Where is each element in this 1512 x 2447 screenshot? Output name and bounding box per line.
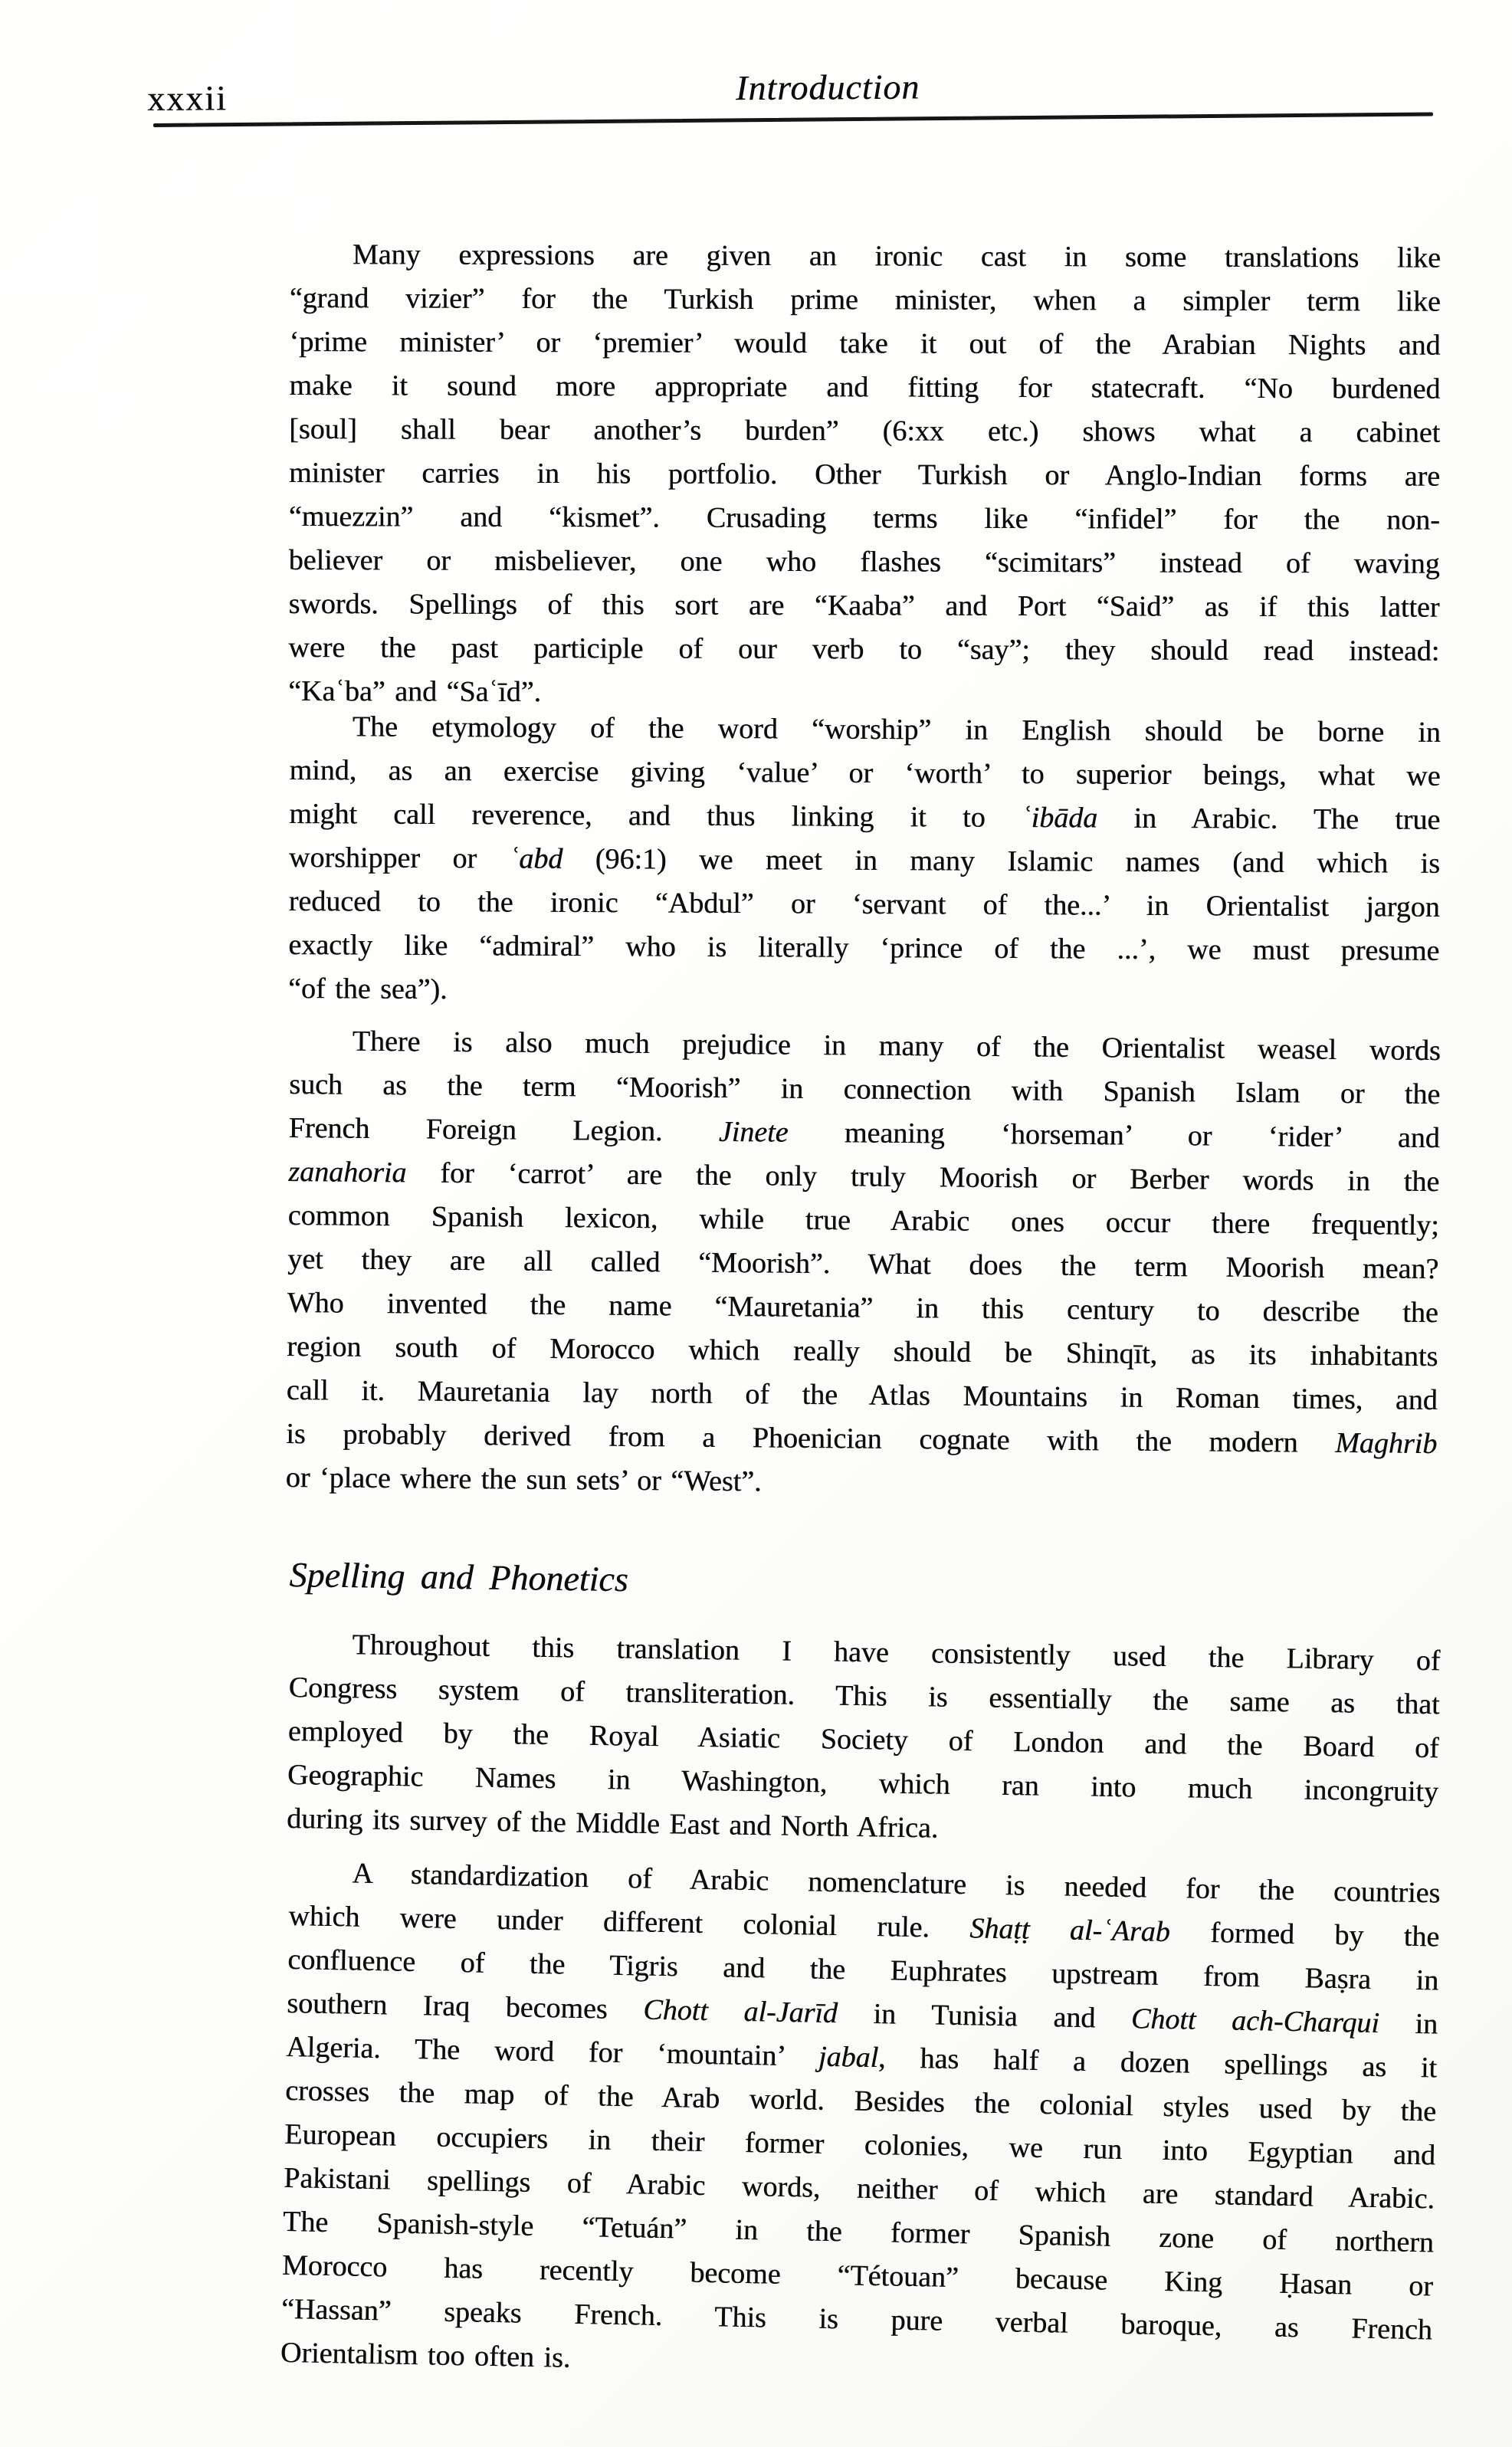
text-line: ‘prime minister’ or ‘premier’ would take it out of the Arabian Nights and (289, 325, 1441, 362)
italic-term: Chott al-Jarīd (642, 1993, 838, 2030)
text-line: yet they are all called “Moorish”. What does the term Moorish mean? (287, 1242, 1439, 1286)
italic-term: ʿibāda (1021, 802, 1098, 835)
italic-term: jabal (818, 2040, 879, 2075)
body-paragraph (286, 1019, 1441, 1510)
text-line: were the past participle of our verb to “say”; they should read instead: (288, 631, 1440, 668)
page-number: xxxii (147, 78, 228, 118)
text-line: “of the sea”). (287, 972, 448, 1006)
text-line: The Spanish-style “Tetuán” in the former Spanish zone of northern (282, 2205, 1435, 2259)
text-line: swords. Spellings of this sort are “Kaaba” and Port “Said” as if this latter (288, 587, 1440, 624)
section-heading: Spelling and Phonetics (289, 1554, 629, 1599)
italic-term: Jinete (718, 1115, 789, 1149)
text-line: French Foreign Legion. Jinete meaning ‘horseman’ or ‘rider’ and (288, 1111, 1440, 1155)
text-line: Morocco has recently become “Tétouan” because King Ḥasan or (281, 2249, 1434, 2303)
text-line: region south of Morocco which really should be Shinqīt, as its inhabitants (287, 1330, 1438, 1373)
text-line: [soul] shall bear another’s burden” (6:xx etc.) shows what a cabinet (289, 412, 1441, 449)
text-line: “grand vizier” for the Turkish prime minister, when a simpler term like (289, 281, 1441, 318)
italic-term: Shaṭṭ al-ʿArab (969, 1912, 1171, 1949)
text-line: Many expressions are given an ironic cast in some translations like (352, 238, 1441, 274)
text-line: Pakistani spellings of Arabic words, neither of which are standard Arabic. (283, 2161, 1435, 2216)
text-line: A standardization of Arabic nomenclature is needed for the countries (352, 1857, 1441, 1910)
text-line: The etymology of the word “worship” in English should be borne in (352, 710, 1441, 749)
body-paragraph (287, 1622, 1441, 1858)
text-line: common Spanish lexicon, while true Arabic ones occur there frequently; (287, 1199, 1439, 1242)
text-line: Throughout this translation I have consistently used the Library of (352, 1629, 1441, 1678)
text-line: “Kaʿba” and “Saʿīd”. (288, 674, 542, 709)
text-line: might call reverence, and thus linking it to ʿibāda in Arabic. The true (289, 797, 1441, 836)
italic-term: ʿabd (509, 842, 563, 875)
text-line: or ‘place where the sun sets’ or “West”. (285, 1461, 762, 1498)
body-paragraph (288, 705, 1441, 1017)
text-line: Congress system of transliteration. This is essentially the same as that (288, 1671, 1440, 1721)
text-line: minister carries in his portfolio. Other Turkish or Anglo-Indian forms are (288, 456, 1441, 493)
italic-term: Maghrib (1335, 1426, 1438, 1461)
text-line: is probably derived from a Phoenician cognate with the modern Maghrib (286, 1417, 1438, 1461)
text-line: There is also much prejudice in many of the Orientalist weasel words (352, 1025, 1441, 1068)
text-line: Geographic Names in Washington, which ran into much incongruity (287, 1758, 1439, 1809)
italic-term: Chott ach-Charqui (1130, 2003, 1380, 2040)
text-line: Who invented the name “Mauretania” in this century to describe the (287, 1286, 1438, 1330)
body-paragraph (288, 233, 1441, 717)
text-line: believer or misbeliever, one who flashes “scimitars” instead of waving (288, 543, 1440, 580)
text-line: call it. Mauretania lay north of the Atlas Mountains in Roman times, and (286, 1373, 1438, 1417)
text-line: zanahoria for ‘carrot’ are the only truly Moorish or Berber words in the (288, 1155, 1440, 1199)
running-title: Introduction (735, 67, 920, 108)
text-line: Algeria. The word for ‘mountain’ jabal, has half a dozen spellings as it (285, 2030, 1438, 2085)
header-rule (153, 112, 1433, 127)
text-line: during its survey of the Middle East and North Africa. (286, 1802, 939, 1845)
text-line: which were under different colonial rule. Shaṭṭ al-ʿArab formed by the (288, 1899, 1440, 1953)
text-line: “Hassan” speaks French. This is pure verbal baroque, as French (280, 2292, 1433, 2347)
text-line: Orientalism too often is. (280, 2336, 571, 2374)
text-line: worshipper or ʿabd (96:1) we meet in many Islamic names (and which is (288, 841, 1441, 880)
text-line: crosses the map of the Arab world. Besides the colonial styles used by the (284, 2074, 1437, 2128)
text-line: exactly like “admiral” who is literally ‘prince of the ...’, we must presume (288, 928, 1440, 967)
text-line: “muezzin” and “kismet”. Crusading terms like “infidel” for the non- (288, 500, 1440, 536)
text-line: European occupiers in their former colonies, we run into Egyptian and (284, 2117, 1436, 2172)
text-line: reduced to the ironic “Abdul” or ‘servant of the...’ in Orientalist jargon (288, 884, 1440, 923)
text-line: confluence of the Tigris and the Euphrates upstream from Baṣra in (287, 1943, 1439, 1997)
text-line: employed by the Royal Asiatic Society of London and the Board of (287, 1714, 1440, 1765)
italic-term: zanahoria (288, 1155, 407, 1189)
text-line: such as the term “Moorish” in connection with Spanish Islam or the (289, 1068, 1441, 1111)
text-line: mind, as an exercise giving ‘value’ or ‘worth’ to superior beings, what we (289, 753, 1441, 792)
text-line: southern Iraq becomes Chott al-Jarīd in Tunisia and Chott ach-Charqui in (286, 1986, 1438, 2041)
text-line: make it sound more appropriate and fitting for statecraft. “No burdened (289, 369, 1441, 405)
body-paragraph (280, 1851, 1440, 2396)
